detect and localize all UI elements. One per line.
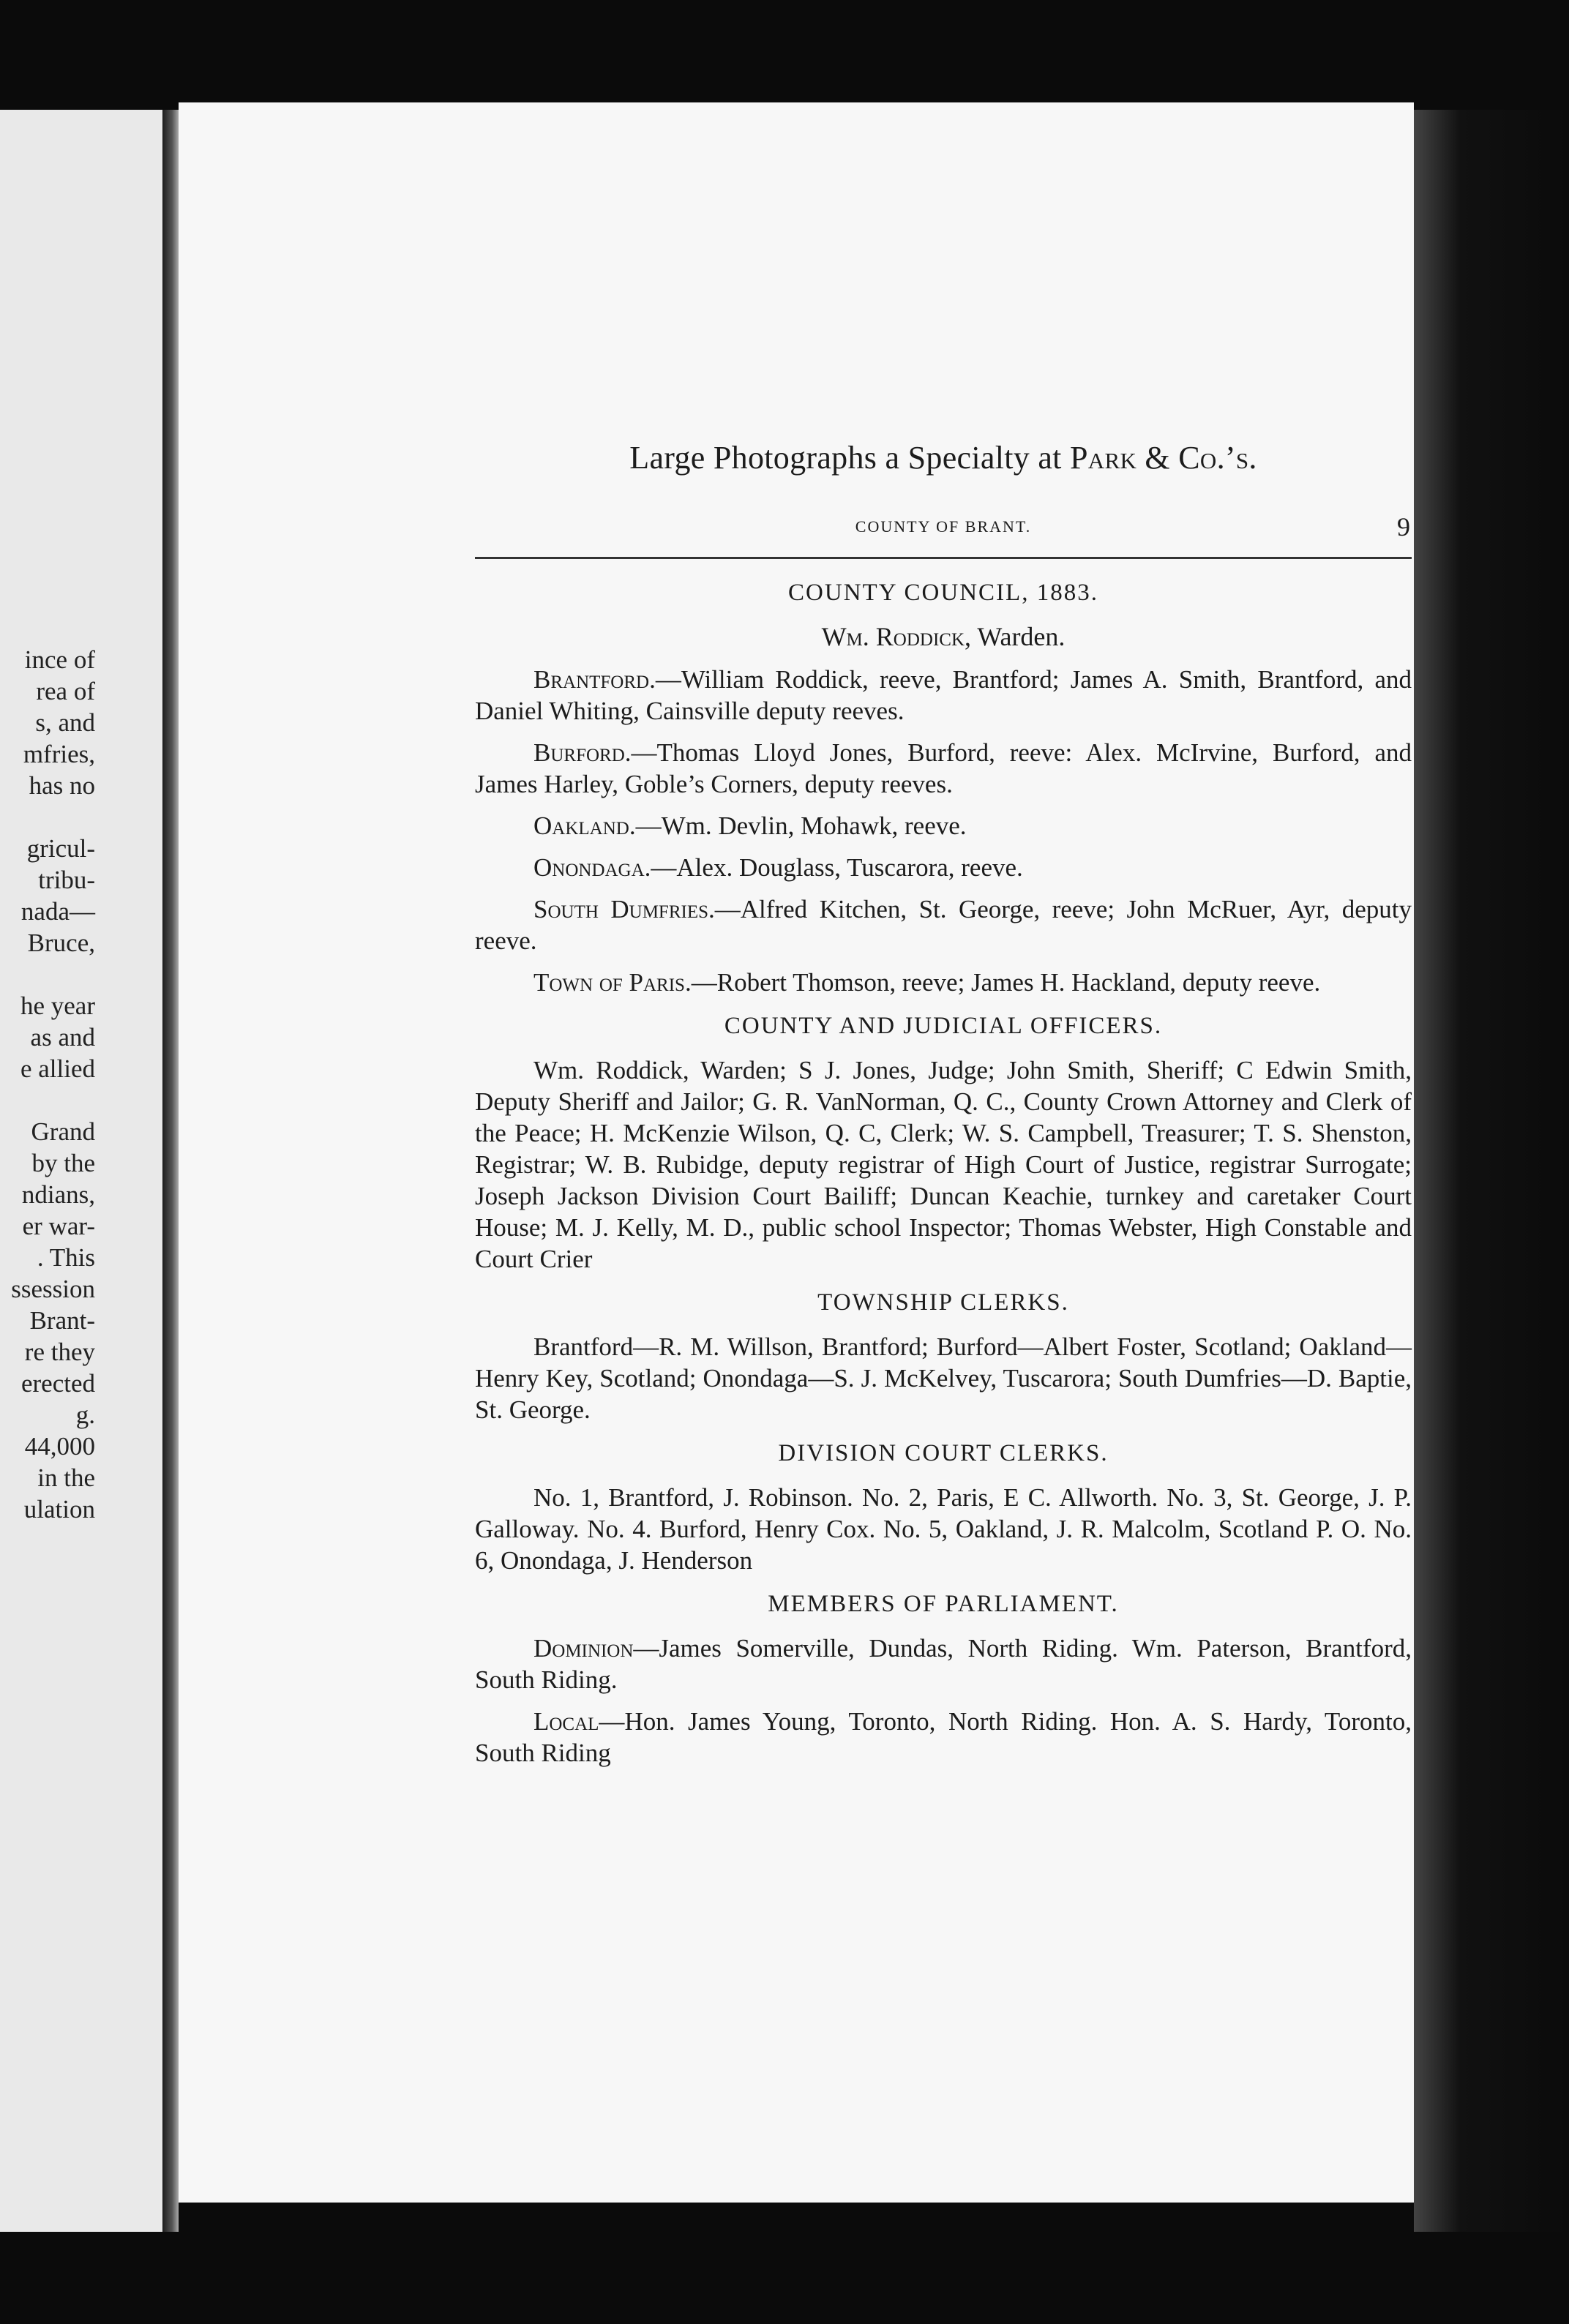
facing-page-line: Brant-	[29, 1306, 95, 1335]
council-entry-heading: Burford.—	[533, 738, 657, 767]
council-entry	[475, 737, 1412, 800]
council-entry-heading: Brantford.—	[533, 665, 681, 694]
facing-page-line: has no	[29, 771, 95, 800]
page-content	[475, 439, 1412, 1779]
council-entry-heading: Town of Paris.—	[533, 968, 717, 997]
facing-page-line	[0, 1084, 95, 1116]
warden-name: Wm. Roddick,	[821, 622, 972, 651]
facing-page-line: g.	[75, 1401, 95, 1429]
council-entry-text: Alfred Kitchen, St. George, reeve; John McRuer, Ayr, deputy reeve.	[475, 895, 1412, 955]
council-entry	[475, 852, 1412, 883]
council-entry-text: Alex. Douglass, Tuscarora, reeve.	[676, 853, 1023, 882]
judicial-title: COUNTY AND JUDICIAL OFFICERS.	[724, 1013, 1163, 1039]
facing-page-line: Bruce,	[27, 929, 95, 957]
township-clerks-text: Brantford—R. M. Willson, Brantford; Burford—Albert Foster, Scotland; Oakland—Henry Key, Scotland; Onondaga—S. J. McKelvey, Tuscarora; South Dumfries—D. Baptie, St. George.	[475, 1332, 1412, 1424]
parliament-entry-text: Hon. James Young, Toronto, North Riding. Hon. A. S. Hardy, Toronto, South Riding	[475, 1707, 1412, 1767]
facing-page-line: s, and	[35, 708, 95, 737]
facing-page-line: er war-	[22, 1212, 95, 1240]
division-title: DIVISION COURT CLERKS.	[778, 1440, 1109, 1466]
council-entry-text: Thomas Lloyd Jones, Burford, reeve: Alex. McIrvine, Burford, and James Harley, Goble’s Corners, deputy reeves.	[475, 738, 1412, 798]
parliament-entries	[475, 1633, 1412, 1769]
council-entry	[475, 893, 1412, 956]
facing-page-line: rea of	[36, 677, 95, 705]
council-title: COUNTY COUNCIL, 1883.	[788, 580, 1098, 606]
council-entry-heading: Oakland.—	[533, 811, 662, 840]
warden-line	[475, 621, 1412, 652]
facing-page-line	[0, 959, 95, 990]
facing-page-line: Grand	[31, 1117, 95, 1146]
facing-page-line: in the	[37, 1463, 95, 1492]
council-entry-heading: South Dumfries.—	[533, 895, 741, 923]
directory-page	[179, 102, 1414, 2203]
parliament-entry-text: James Somerville, Dundas, North Riding. Wm. Paterson, Brantford, South Riding.	[475, 1634, 1412, 1694]
parliament-entry-heading: Dominion—	[533, 1634, 659, 1663]
parliament-entry	[475, 1633, 1412, 1695]
facing-page-line: as and	[30, 1023, 95, 1052]
facing-page-line: nada—	[20, 897, 95, 926]
division-clerks-text: No. 1, Brantford, J. Robinson. No. 2, Paris, E C. Allworth. No. 3, St. George, J. P. Galloway. No. 4. Burford, Henry Cox. No. 5, Oakland, J. R. Malcolm, Scotland P. O. No. 6, Onondaga, J. Henderson	[475, 1483, 1412, 1575]
council-entry-text: Wm. Devlin, Mohawk, reeve.	[661, 811, 967, 840]
facing-page-line: tribu-	[38, 866, 95, 894]
scan-background	[1414, 110, 1569, 2232]
facing-page-line: . This	[37, 1243, 95, 1272]
facing-page-line: erected	[20, 1369, 95, 1398]
facing-page-line: re they	[24, 1338, 95, 1366]
running-title	[475, 439, 1412, 476]
parliament-entry	[475, 1706, 1412, 1769]
facing-page-line: ince of	[24, 645, 95, 674]
warden-role: Warden.	[971, 622, 1066, 651]
facing-page-line: e allied	[20, 1054, 95, 1083]
facing-page-line: ndians,	[21, 1180, 95, 1209]
township-title: TOWNSHIP CLERKS.	[817, 1289, 1069, 1316]
council-entries	[475, 664, 1412, 998]
book-gutter	[162, 110, 179, 2232]
facing-page-line: ulation	[23, 1495, 95, 1523]
facing-page-line: 44,000	[24, 1432, 95, 1461]
council-entry	[475, 810, 1412, 841]
facing-page-line: he year	[20, 992, 95, 1020]
facing-page-line: by the	[31, 1149, 95, 1177]
facing-page-text	[0, 644, 95, 1525]
parliament-entry-heading: Local—	[533, 1707, 625, 1736]
judicial-officers-text: Wm. Roddick, Warden; S J. Jones, Judge; John Smith, Sheriff; C Edwin Smith, Deputy Sheriff and Jailor; G. R. VanNorman, Q. C., County Crown Attorney and Clerk of the Peace; H. McKenzie Wilson, Q. C, Clerk; W. S. Campbell, Treasurer; T. S. Shenston, Registrar; W. B. Rubidge, deputy registrar of High Court of Justice, registrar Surrogate; Joseph Jackson Division Court Bailiff; Duncan Keachie, turnkey and caretaker Court House; M. J. Kelly, M. D., public school Inspector; Thomas Webster, High Constable and Court Crier	[475, 1056, 1412, 1273]
county-heading: COUNTY OF BRANT.	[855, 517, 1032, 536]
page-number: 9	[1397, 512, 1412, 541]
facing-page-line: mfries,	[23, 740, 95, 768]
council-entry	[475, 664, 1412, 727]
council-entry	[475, 967, 1412, 998]
header-rule	[475, 557, 1412, 559]
facing-page-line: gricul-	[26, 834, 95, 863]
council-entry-text: William Roddick, reeve, Brantford; James A. Smith, Brantford, and Daniel Whiting, Cainsville deputy reeves.	[475, 665, 1412, 725]
council-entry-text: Robert Thomson, reeve; James H. Hackland, deputy reeve.	[716, 968, 1321, 997]
page-header	[475, 511, 1412, 544]
running-title-firm: Park & Co.’s.	[1070, 440, 1257, 476]
parliament-title: MEMBERS OF PARLIAMENT.	[768, 1591, 1119, 1617]
running-title-main: Large Photographs a Specialty at	[629, 440, 1071, 476]
facing-page-line	[0, 801, 95, 833]
council-entry-heading: Onondaga.—	[533, 853, 677, 882]
facing-page-line: ssession	[11, 1275, 95, 1303]
